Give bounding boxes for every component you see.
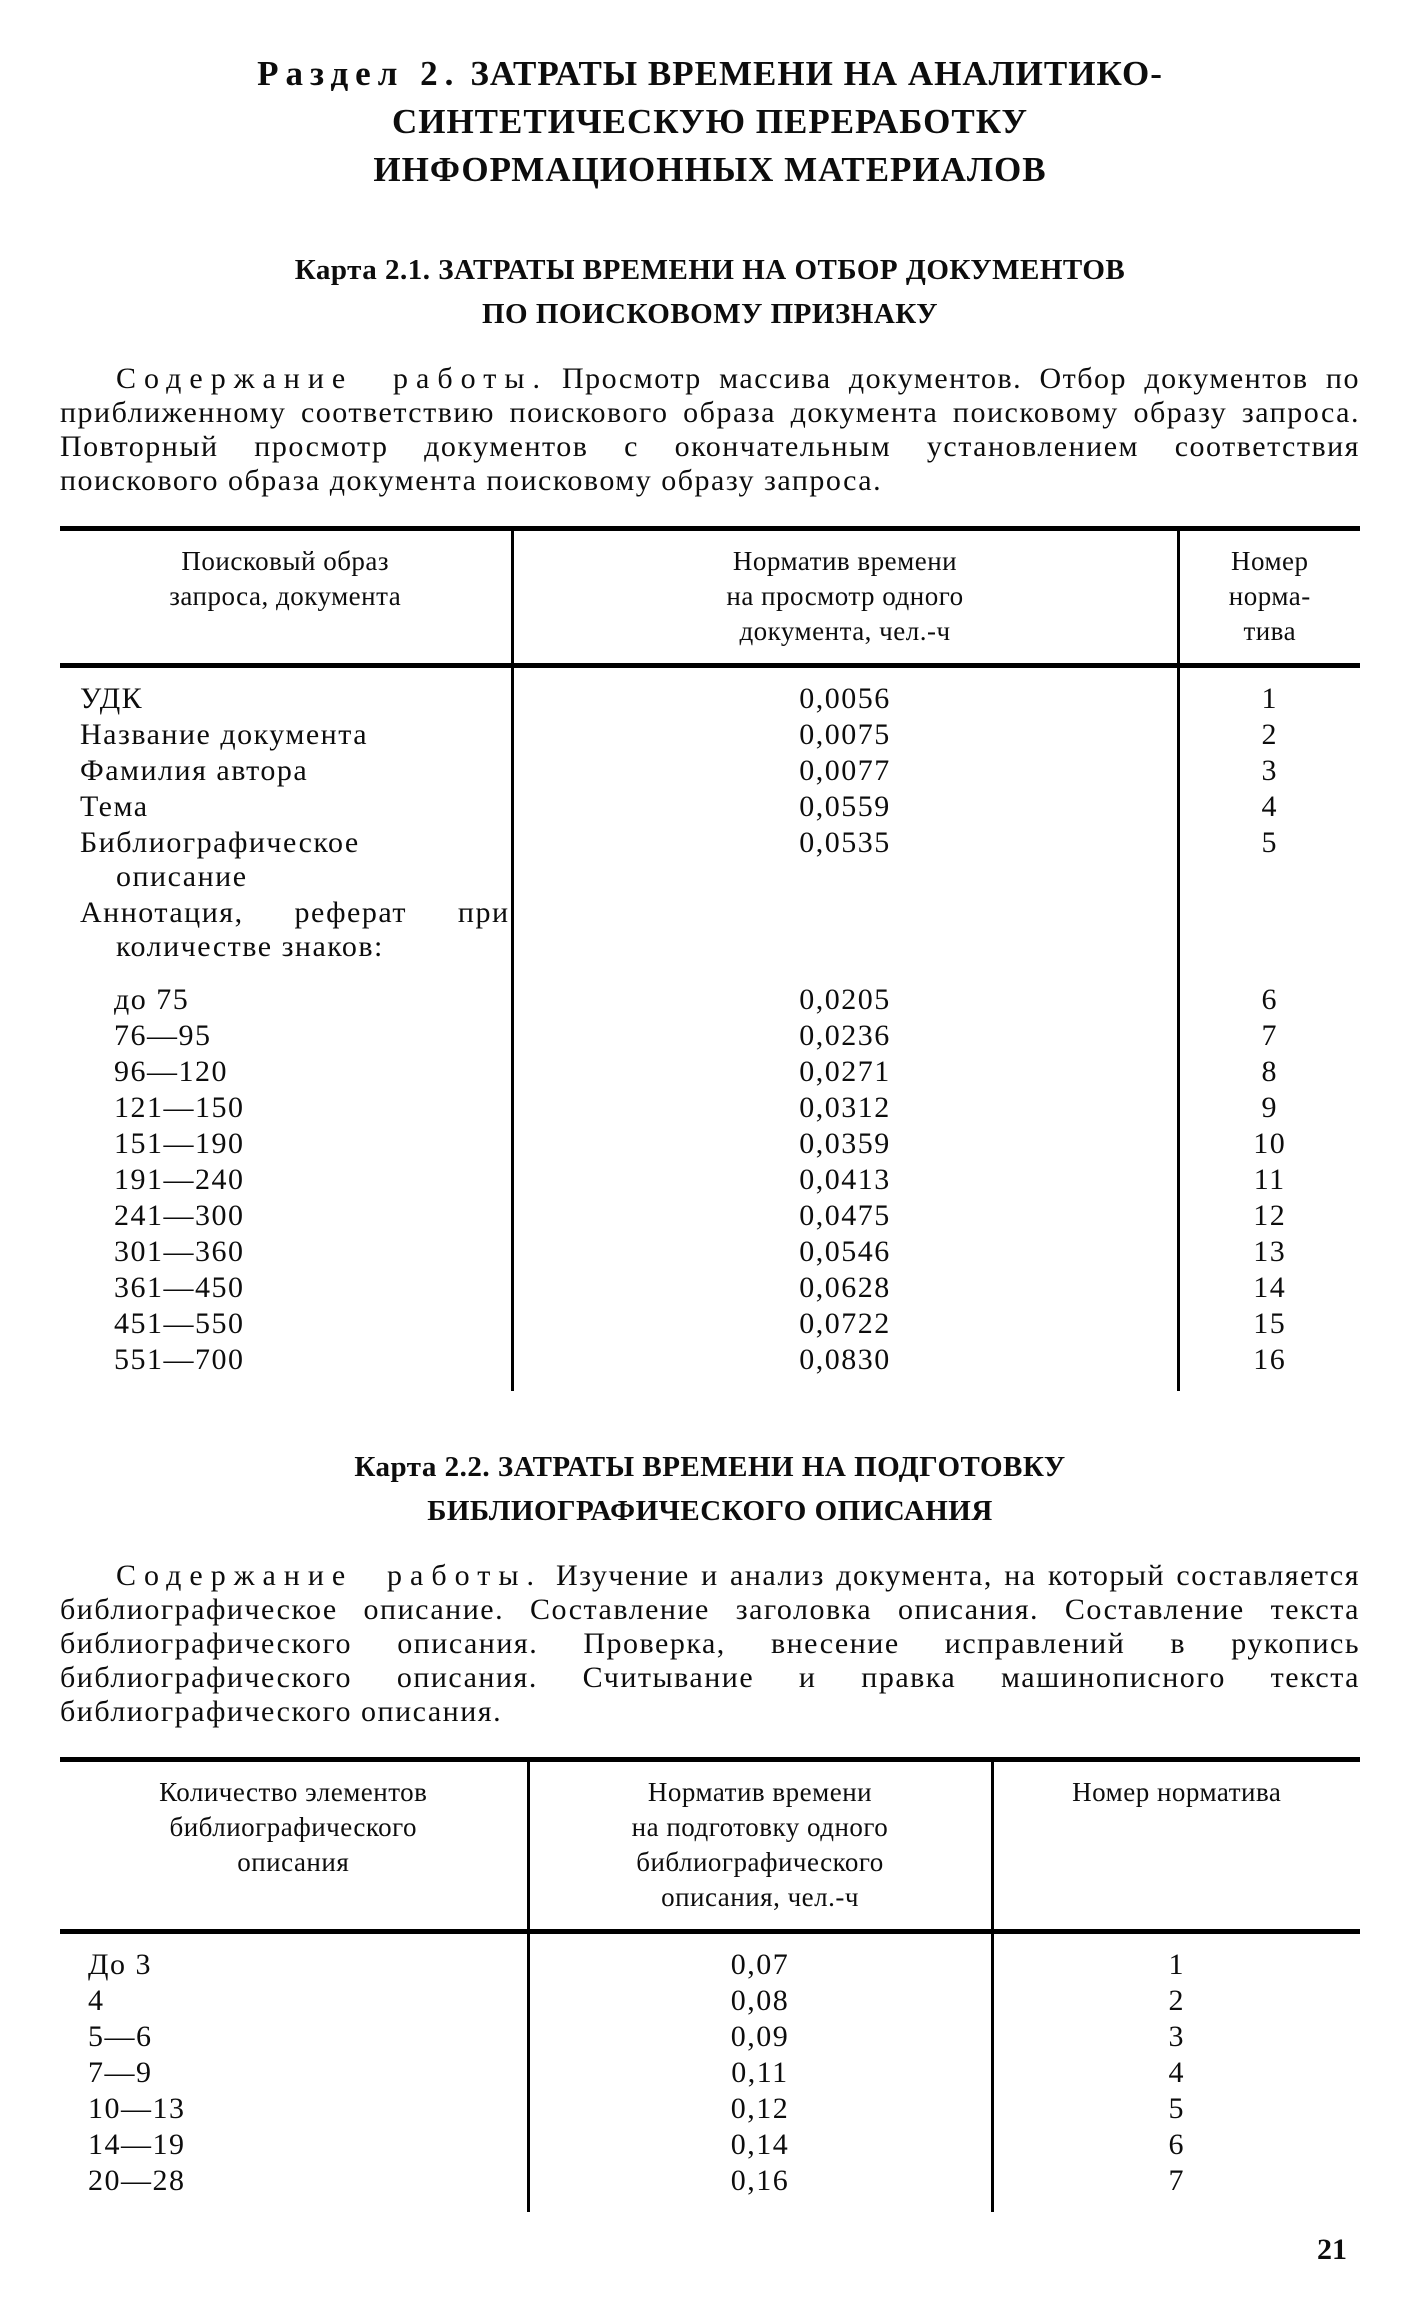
norm-value-cell: 0,0236 [512,1018,1178,1054]
norm-number-cell: 7 [1168,2164,1185,2197]
table-row [60,1162,1360,1198]
norm-value-cell: 0,16 [528,2163,992,2212]
norm-number-cell: 10 [1253,1127,1287,1160]
norm-number-cell: 1 [1261,682,1278,715]
row-label-cell: 7—9 [60,2055,528,2091]
row-label-cell: 241—300 [60,1198,512,1234]
table-row [60,717,1360,753]
norm-value-cell: 0,0546 [512,1234,1178,1270]
page-title-line-3: ИНФОРМАЦИОННЫХ МАТЕРИАЛОВ [373,150,1047,189]
table-row [60,1306,1360,1342]
column-header-norm-number: Номер норматива [992,1760,1360,1932]
table-body [60,666,1360,1392]
search-attribute-norms-table [60,526,1360,1391]
norm-value-cell: 0,12 [528,2091,992,2127]
norm-value-cell: 0,0559 [512,789,1178,825]
table-row [60,965,1360,1018]
norm-number-cell: 13 [1253,1235,1287,1268]
section-title-rest: ЗАТРАТЫ ВРЕМЕНИ НА АНАЛИТИКО- [470,54,1163,93]
column-header-time-norm: Норматив времени на подготовку одного библиографического описания, чел.-ч [528,1760,992,1932]
table-row [60,2055,1360,2091]
table-row [60,2127,1360,2163]
table-row [60,1018,1360,1054]
table-body [60,1932,1360,2213]
row-label-cell: до 75 [60,965,512,1018]
card-2-2-heading-line-2: БИБЛИОГРАФИЧЕСКОГО ОПИСАНИЯ [427,1495,993,1527]
card-2-1-heading-line-1: Карта 2.1. ЗАТРАТЫ ВРЕМЕНИ НА ОТБОР ДОКУМЕНТОВ [294,254,1126,286]
row-label-cell: Фамилия автора [60,753,512,789]
norm-number-cell: 8 [1261,1055,1278,1088]
table-row [60,1932,1360,1984]
row-label-cell: Название документа [60,717,512,753]
row-label-cell: 20—28 [60,2163,528,2212]
table-row [60,895,1360,965]
norm-value-cell: 0,0205 [512,965,1178,1018]
table-row [60,753,1360,789]
table-row [60,1234,1360,1270]
row-label-cell: 10—13 [60,2091,528,2127]
table-header [60,529,1360,666]
norm-number-cell: 3 [1168,2020,1185,2053]
norm-number-cell: 6 [1261,983,1278,1016]
norm-value-cell [512,895,1178,965]
norm-number-cell: 16 [1253,1343,1287,1376]
norm-value-cell: 0,0475 [512,1198,1178,1234]
table-row [60,2163,1360,2212]
table-row [60,1198,1360,1234]
row-label-cell: До 3 [60,1932,528,1984]
norm-number-cell: 4 [1168,2056,1185,2089]
work-lead-in: Содержание работы. [116,1559,543,1592]
row-label-cell: 301—360 [60,1234,512,1270]
row-label-cell: 121—150 [60,1090,512,1126]
norm-number-cell: 6 [1168,2128,1185,2161]
norm-number-cell: 1 [1168,1948,1185,1981]
table-row [60,2019,1360,2055]
table-row [60,2091,1360,2127]
row-label-cell: УДК [60,666,512,718]
table-row [60,789,1360,825]
card-2-1-heading-line-2: ПО ПОИСКОВОМУ ПРИЗНАКУ [481,298,938,330]
norm-number-cell: 14 [1253,1271,1287,1304]
norm-number-cell: 4 [1261,790,1278,823]
row-label-cell: 96—120 [60,1054,512,1090]
norm-value-cell: 0,11 [528,2055,992,2091]
norm-number-cell: 5 [1168,2092,1185,2125]
header-row [60,529,1360,666]
work-text: Просмотр массива документов. Отбор документов по приближенному соответствию поискового образа документа поисковому образу запроса. Повторный просмотр документов с окончательным установлением соответствия поискового образа документа поисковому образу запроса. [60,362,1360,497]
norm-number-cell [1178,895,1360,965]
norm-number-cell: 12 [1253,1199,1287,1232]
row-label-cell: Библиографическое описание [60,825,512,895]
card-2-2-heading [60,1445,1360,1533]
row-label-cell: Аннотация, реферат при количестве знаков: [60,895,512,965]
table-row [60,1126,1360,1162]
norm-value-cell: 0,14 [528,2127,992,2163]
section-label: Раздел 2. [257,54,461,93]
column-header-elements-count: Количество элементов библиографического описания [60,1760,528,1932]
row-label-cell: 361—450 [60,1270,512,1306]
table-row [60,1270,1360,1306]
card-2-2-work-description [60,1559,1360,1729]
row-label-cell: Тема [60,789,512,825]
norm-value-cell: 0,0075 [512,717,1178,753]
norm-number-cell: 2 [1261,718,1278,751]
norm-number-cell: 9 [1261,1091,1278,1124]
norm-value-cell: 0,0312 [512,1090,1178,1126]
norm-number-cell: 7 [1261,1019,1278,1052]
page-title [60,50,1360,194]
table-row [60,1983,1360,2019]
row-label-cell: 14—19 [60,2127,528,2163]
norm-value-cell: 0,07 [528,1932,992,1984]
norm-value-cell: 0,0056 [512,666,1178,718]
table-row [60,1054,1360,1090]
table-row [60,666,1360,718]
work-lead-in: Содержание работы. [116,362,548,395]
header-row [60,1760,1360,1932]
row-label-cell: 4 [60,1983,528,2019]
column-header-time-norm: Норматив времени на просмотр одного документа, чел.-ч [512,529,1178,666]
page-number: 21 [1317,2233,1347,2266]
norm-value-cell: 0,0830 [512,1342,1178,1391]
norm-value-cell: 0,0359 [512,1126,1178,1162]
norm-number-cell: 5 [1261,826,1278,859]
norm-number-cell: 11 [1253,1163,1286,1196]
card-2-1-work-description [60,362,1360,498]
norm-value-cell: 0,08 [528,1983,992,2019]
norm-number-cell: 2 [1168,1984,1185,2017]
norm-value-cell: 0,0077 [512,753,1178,789]
norm-value-cell: 0,0722 [512,1306,1178,1342]
table-row [60,1090,1360,1126]
norm-value-cell: 0,0628 [512,1270,1178,1306]
table-row [60,825,1360,895]
row-label-cell: 76—95 [60,1018,512,1054]
work-text: Изучение и анализ документа, на который составляется библиографическое описание. Составление заголовка описания. Составление текста библиографического описания. Проверка, внесение исправлений в рукопись библиографического описания. Считывание и правка машинописного текста библиографического описания. [60,1559,1360,1728]
norm-number-cell: 15 [1253,1307,1287,1340]
norm-number-cell: 3 [1261,754,1278,787]
norm-value-cell: 0,0535 [512,825,1178,895]
column-header-norm-number: Номер норма- тива [1178,529,1360,666]
table-header [60,1760,1360,1932]
column-header-search-image: Поисковый образ запроса, документа [60,529,512,666]
row-label-cell: 151—190 [60,1126,512,1162]
card-2-2-heading-line-1: Карта 2.2. ЗАТРАТЫ ВРЕМЕНИ НА ПОДГОТОВКУ [354,1451,1066,1483]
norm-value-cell: 0,0271 [512,1054,1178,1090]
norm-value-cell: 0,09 [528,2019,992,2055]
table-row [60,1342,1360,1391]
row-label-cell: 191—240 [60,1162,512,1198]
row-label-cell: 551—700 [60,1342,512,1391]
bibliographic-description-norms-table [60,1757,1360,2212]
row-label-cell: 5—6 [60,2019,528,2055]
norm-value-cell: 0,0413 [512,1162,1178,1198]
page-title-line-2: СИНТЕТИЧЕСКУЮ ПЕРЕРАБОТКУ [391,102,1029,141]
page-title-line-1 [60,50,1360,98]
row-label-cell: 451—550 [60,1306,512,1342]
card-2-1-heading [60,248,1360,336]
